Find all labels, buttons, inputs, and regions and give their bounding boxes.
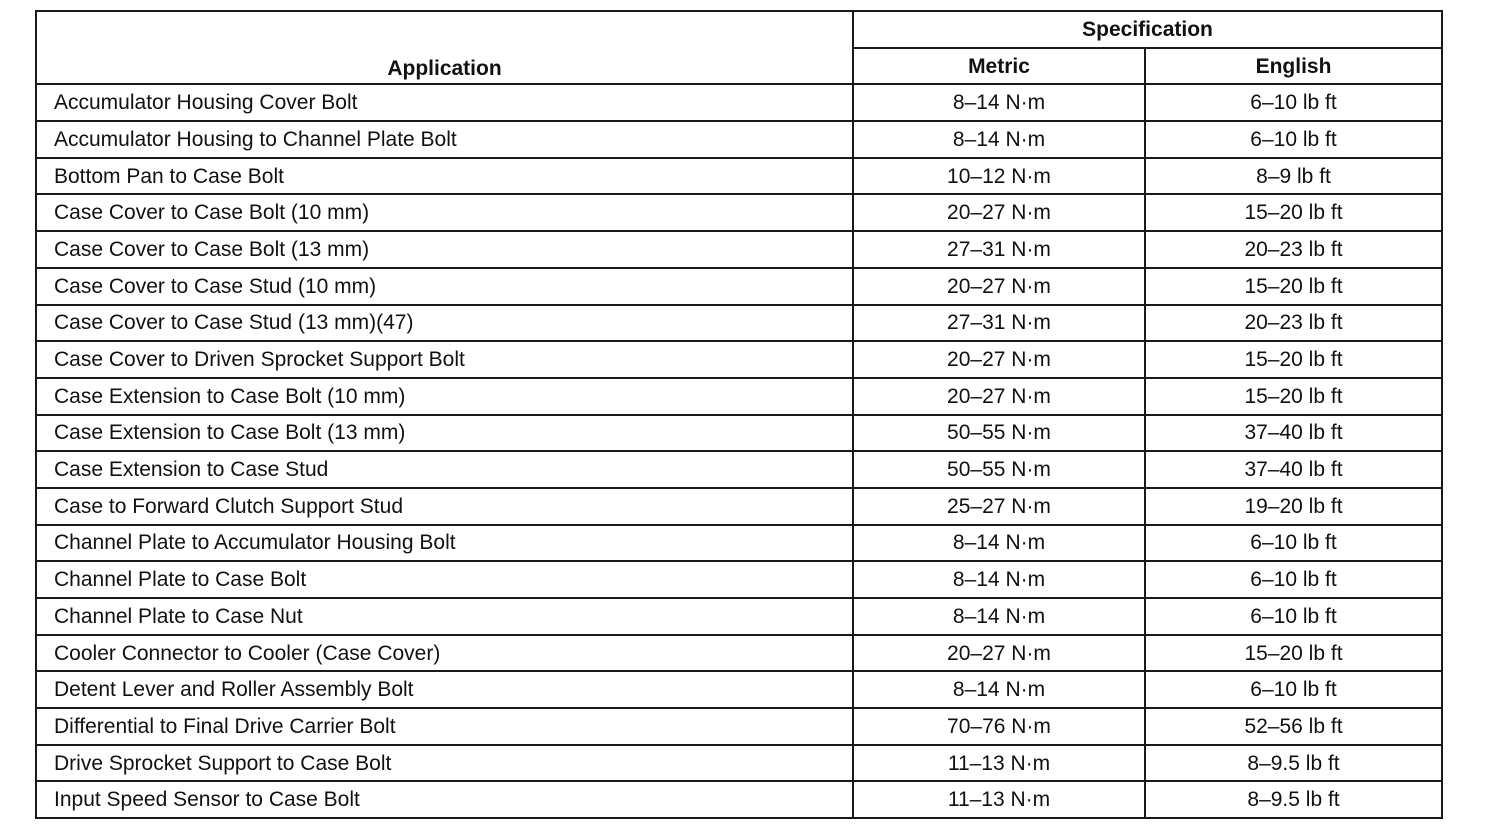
metric-cell: 8–14 N·m <box>853 561 1145 598</box>
table-row <box>36 268 1442 305</box>
english-cell: 6–10 lb ft <box>1145 84 1442 121</box>
metric-cell: 20–27 N·m <box>853 341 1145 378</box>
application-cell: Input Speed Sensor to Case Bolt <box>36 781 853 818</box>
metric-cell: 27–31 N·m <box>853 231 1145 268</box>
english-cell: 15–20 lb ft <box>1145 194 1442 231</box>
english-cell: 15–20 lb ft <box>1145 378 1442 415</box>
table-row <box>36 598 1442 635</box>
application-cell: Case Cover to Case Bolt (10 mm) <box>36 194 853 231</box>
metric-cell: 25–27 N·m <box>853 488 1145 525</box>
table-row <box>36 84 1442 121</box>
table-row <box>36 488 1442 525</box>
application-cell: Accumulator Housing Cover Bolt <box>36 84 853 121</box>
application-cell: Cooler Connector to Cooler (Case Cover) <box>36 635 853 672</box>
metric-cell: 11–13 N·m <box>853 745 1145 782</box>
english-cell: 6–10 lb ft <box>1145 598 1442 635</box>
application-cell: Drive Sprocket Support to Case Bolt <box>36 745 853 782</box>
english-cell: 6–10 lb ft <box>1145 671 1442 708</box>
english-cell: 15–20 lb ft <box>1145 635 1442 672</box>
english-cell: 6–10 lb ft <box>1145 561 1442 598</box>
header-row-top <box>36 11 1442 48</box>
table-row <box>36 158 1442 195</box>
application-cell: Case to Forward Clutch Support Stud <box>36 488 853 525</box>
application-header: Application <box>36 11 853 84</box>
table-row <box>36 635 1442 672</box>
metric-header: Metric <box>853 48 1145 85</box>
english-cell: 20–23 lb ft <box>1145 231 1442 268</box>
application-cell: Channel Plate to Case Nut <box>36 598 853 635</box>
english-cell: 15–20 lb ft <box>1145 341 1442 378</box>
metric-cell: 20–27 N·m <box>853 635 1145 672</box>
table-row <box>36 525 1442 562</box>
application-cell: Channel Plate to Case Bolt <box>36 561 853 598</box>
metric-cell: 8–14 N·m <box>853 598 1145 635</box>
table-row <box>36 305 1442 342</box>
metric-cell: 20–27 N·m <box>853 378 1145 415</box>
table-row <box>36 231 1442 268</box>
specification-header: Specification <box>853 11 1442 48</box>
table-row <box>36 781 1442 818</box>
application-cell: Case Cover to Case Stud (10 mm) <box>36 268 853 305</box>
metric-cell: 20–27 N·m <box>853 268 1145 305</box>
english-header: English <box>1145 48 1442 85</box>
table-row <box>36 451 1442 488</box>
english-cell: 37–40 lb ft <box>1145 451 1442 488</box>
metric-cell: 8–14 N·m <box>853 525 1145 562</box>
application-cell: Bottom Pan to Case Bolt <box>36 158 853 195</box>
english-cell: 8–9 lb ft <box>1145 158 1442 195</box>
english-cell: 20–23 lb ft <box>1145 305 1442 342</box>
english-cell: 52–56 lb ft <box>1145 708 1442 745</box>
fastener-spec-table <box>35 10 1443 819</box>
metric-cell: 20–27 N·m <box>853 194 1145 231</box>
table-body <box>36 84 1442 818</box>
metric-cell: 70–76 N·m <box>853 708 1145 745</box>
metric-cell: 10–12 N·m <box>853 158 1145 195</box>
english-cell: 19–20 lb ft <box>1145 488 1442 525</box>
english-cell: 8–9.5 lb ft <box>1145 745 1442 782</box>
table-row <box>36 561 1442 598</box>
application-cell: Detent Lever and Roller Assembly Bolt <box>36 671 853 708</box>
metric-cell: 8–14 N·m <box>853 121 1145 158</box>
table-row <box>36 745 1442 782</box>
application-cell: Accumulator Housing to Channel Plate Bolt <box>36 121 853 158</box>
table-row <box>36 121 1442 158</box>
english-cell: 8–9.5 lb ft <box>1145 781 1442 818</box>
metric-cell: 11–13 N·m <box>853 781 1145 818</box>
table-row <box>36 708 1442 745</box>
application-cell: Case Cover to Case Stud (13 mm)(47) <box>36 305 853 342</box>
application-cell: Case Cover to Driven Sprocket Support Bolt <box>36 341 853 378</box>
application-cell: Channel Plate to Accumulator Housing Bolt <box>36 525 853 562</box>
metric-cell: 8–14 N·m <box>853 84 1145 121</box>
metric-cell: 27–31 N·m <box>853 305 1145 342</box>
table-row <box>36 194 1442 231</box>
english-cell: 37–40 lb ft <box>1145 415 1442 452</box>
metric-cell: 8–14 N·m <box>853 671 1145 708</box>
application-cell: Differential to Final Drive Carrier Bolt <box>36 708 853 745</box>
application-cell: Case Extension to Case Stud <box>36 451 853 488</box>
table-row <box>36 415 1442 452</box>
table-row <box>36 671 1442 708</box>
table-row <box>36 341 1442 378</box>
english-cell: 6–10 lb ft <box>1145 121 1442 158</box>
table-row <box>36 378 1442 415</box>
metric-cell: 50–55 N·m <box>853 451 1145 488</box>
english-cell: 15–20 lb ft <box>1145 268 1442 305</box>
application-cell: Case Extension to Case Bolt (10 mm) <box>36 378 853 415</box>
application-cell: Case Cover to Case Bolt (13 mm) <box>36 231 853 268</box>
english-cell: 6–10 lb ft <box>1145 525 1442 562</box>
application-cell: Case Extension to Case Bolt (13 mm) <box>36 415 853 452</box>
metric-cell: 50–55 N·m <box>853 415 1145 452</box>
